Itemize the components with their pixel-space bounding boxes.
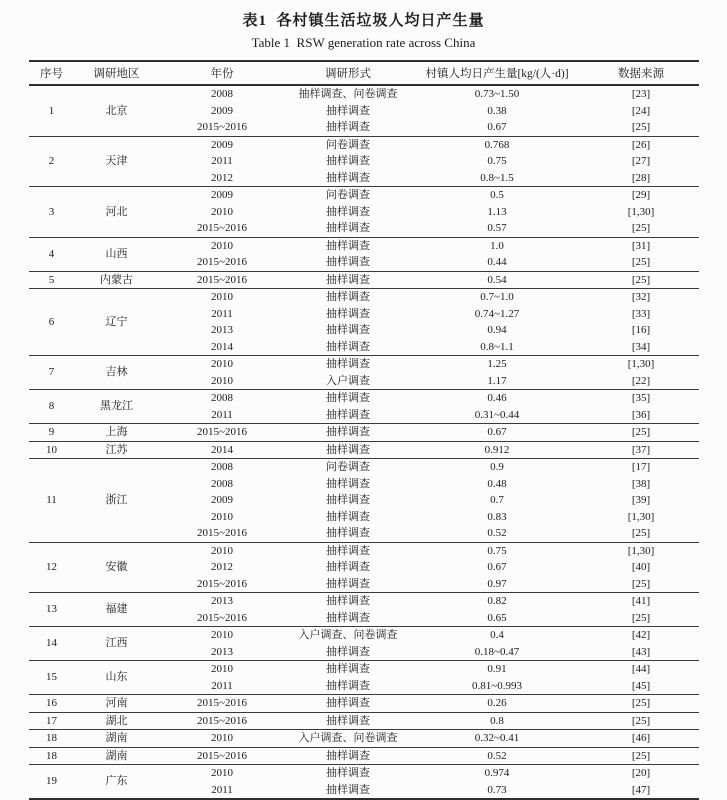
cell-source: [39] xyxy=(631,494,651,506)
cell-year: 2015~2016 xyxy=(197,527,247,539)
col-header-region: 调研地区 xyxy=(74,61,159,85)
cell-method: 抽样调查 xyxy=(326,645,370,658)
cell-method: 抽样调查 xyxy=(326,577,370,590)
cell-source: [25] xyxy=(583,712,699,730)
cell-year: 2014 xyxy=(211,340,233,353)
cell-rate: 1.13 xyxy=(487,205,507,218)
cell-region: 浙江 xyxy=(74,459,159,543)
cell-no: 3 xyxy=(29,187,74,238)
cell-year: 2010 xyxy=(159,730,285,748)
rsw-generation-table xyxy=(29,60,699,800)
cell-source: [17] xyxy=(583,459,699,476)
cell-year: 2013 xyxy=(211,645,233,658)
cell-year: 2010 xyxy=(159,542,285,559)
table-title-en: Table 1 RSW generation rate across China xyxy=(251,35,476,50)
cell-rate: 0.9 xyxy=(411,459,583,476)
cell-year: 2015~2016 xyxy=(197,121,247,133)
cell-source: [31] xyxy=(583,237,699,254)
cell-region: 山西 xyxy=(74,237,159,271)
table-row xyxy=(29,765,699,782)
cell-year: 2009 xyxy=(159,187,285,204)
cell-rate: 1.0 xyxy=(411,237,583,254)
cell-method: 抽样调查 xyxy=(285,747,411,765)
table-row xyxy=(29,136,699,153)
cell-rate: 0.26 xyxy=(411,695,583,713)
cell-rate: 0.31~0.44 xyxy=(474,408,520,421)
cell-source: [29] xyxy=(583,187,699,204)
cell-rate: 0.8 xyxy=(411,712,583,730)
cell-region: 上海 xyxy=(74,424,159,442)
table-body xyxy=(29,85,699,799)
cell-region: 广东 xyxy=(74,765,159,800)
cell-method: 抽样调查 xyxy=(285,289,411,306)
cell-year: 2011 xyxy=(211,783,233,796)
cell-no: 5 xyxy=(29,271,74,289)
cell-year: 2008 xyxy=(159,85,285,103)
cell-year: 2010 xyxy=(159,765,285,782)
cell-year: 2015~2016 xyxy=(159,747,285,765)
cell-source: [25] xyxy=(631,611,651,624)
cell-source: [38] xyxy=(631,477,651,490)
cell-source: [1,30] xyxy=(627,205,655,218)
cell-no: 15 xyxy=(29,661,74,695)
cell-region: 天津 xyxy=(74,136,159,187)
cell-year: 2010 xyxy=(159,289,285,306)
cell-method: 抽样调查 xyxy=(285,695,411,713)
cell-method: 抽样调查 xyxy=(326,679,370,692)
cell-method: 抽样调查 xyxy=(326,561,370,573)
cell-year: 2010 xyxy=(159,627,285,644)
cell-method: 抽样调查 xyxy=(285,390,411,407)
cell-no: 6 xyxy=(29,289,74,356)
cell-source: [24] xyxy=(631,104,651,117)
col-header-source: 数据来源 xyxy=(583,61,699,85)
cell-rate: 0.38 xyxy=(487,104,507,117)
cell-rate: 0.7~1.0 xyxy=(411,289,583,306)
cell-method: 抽样调查 xyxy=(326,222,370,234)
cell-rate: 1.25 xyxy=(411,356,583,373)
cell-region: 湖南 xyxy=(74,747,159,765)
cell-rate: 0.4 xyxy=(411,627,583,644)
cell-method: 抽样调查 xyxy=(326,510,370,523)
cell-source: [35] xyxy=(583,390,699,407)
table-row xyxy=(29,187,699,204)
cell-rate: 0.83 xyxy=(487,510,507,523)
cell-source: [45] xyxy=(631,679,651,692)
cell-region: 安徽 xyxy=(74,542,159,593)
cell-region: 福建 xyxy=(74,593,159,627)
cell-rate: 0.52 xyxy=(411,747,583,765)
cell-method: 抽样调查 xyxy=(285,661,411,678)
cell-source: [46] xyxy=(583,730,699,748)
cell-rate: 0.18~0.47 xyxy=(474,645,520,658)
table-row xyxy=(29,730,699,748)
cell-year: 2015~2016 xyxy=(159,424,285,442)
cell-year: 2008 xyxy=(211,477,233,490)
cell-source: [44] xyxy=(583,661,699,678)
paper-page xyxy=(0,9,727,800)
cell-year: 2015~2016 xyxy=(197,611,247,624)
cell-no: 18 xyxy=(29,730,74,748)
cell-no: 1 xyxy=(29,85,74,136)
cell-rate: 1.17 xyxy=(487,374,507,387)
cell-rate: 0.46 xyxy=(411,390,583,407)
cell-source: [25] xyxy=(583,424,699,442)
cell-source: [22] xyxy=(631,374,651,387)
cell-rate: 0.44 xyxy=(487,256,507,268)
cell-year: 2011 xyxy=(211,408,233,421)
cell-method: 抽样调查 xyxy=(326,324,370,336)
table-row xyxy=(29,237,699,254)
cell-rate: 0.67 xyxy=(487,561,507,573)
cell-rate: 0.74~1.27 xyxy=(474,307,520,320)
cell-method: 抽样调查、问卷调查 xyxy=(285,85,411,103)
cell-region: 江西 xyxy=(74,627,159,661)
cell-method: 抽样调查 xyxy=(326,307,370,320)
cell-method: 入户调查、问卷调查 xyxy=(285,627,411,644)
cell-source: [43] xyxy=(631,645,651,658)
table-row xyxy=(29,271,699,289)
cell-no: 4 xyxy=(29,237,74,271)
col-header-method: 调研形式 xyxy=(285,61,411,85)
cell-year: 2011 xyxy=(211,679,233,692)
cell-rate: 0.8~1.1 xyxy=(480,340,514,353)
cell-method: 抽样调查 xyxy=(326,408,370,421)
cell-source: [1,30] xyxy=(583,356,699,373)
cell-region: 河南 xyxy=(74,695,159,713)
cell-method: 抽样调查 xyxy=(326,527,370,539)
cell-rate: 0.67 xyxy=(487,121,507,133)
cell-rate: 0.73 xyxy=(487,783,507,796)
table-row xyxy=(29,85,699,103)
cell-source: [25] xyxy=(631,121,651,133)
table-row xyxy=(29,712,699,730)
cell-year: 2012 xyxy=(211,171,233,184)
cell-no: 11 xyxy=(29,459,74,543)
col-header-rate: 村镇人均日产生量[kg/(人·d)] xyxy=(411,61,583,85)
col-header-no: 序号 xyxy=(29,61,74,85)
cell-no: 18 xyxy=(29,747,74,765)
cell-region: 北京 xyxy=(74,85,159,136)
cell-method: 抽样调查 xyxy=(326,256,370,268)
cell-region: 吉林 xyxy=(74,356,159,390)
cell-rate: 0.81~0.993 xyxy=(472,679,522,692)
cell-method: 抽样调查 xyxy=(326,121,370,133)
cell-rate: 0.54 xyxy=(411,271,583,289)
table-row xyxy=(29,747,699,765)
cell-method: 抽样调查 xyxy=(326,611,370,624)
cell-rate: 0.67 xyxy=(411,424,583,442)
cell-region: 湖南 xyxy=(74,730,159,748)
table-row xyxy=(29,661,699,678)
cell-method: 抽样调查 xyxy=(285,765,411,782)
cell-method: 抽样调查 xyxy=(326,340,370,353)
cell-source: [23] xyxy=(583,85,699,103)
cell-rate: 0.912 xyxy=(411,441,583,459)
cell-year: 2010 xyxy=(211,205,233,218)
table-row xyxy=(29,627,699,644)
cell-region: 河北 xyxy=(74,187,159,238)
table-row xyxy=(29,542,699,559)
cell-region: 黑龙江 xyxy=(74,390,159,424)
table-row xyxy=(29,289,699,306)
cell-source: [28] xyxy=(631,171,651,184)
cell-source: [37] xyxy=(583,441,699,459)
cell-year: 2008 xyxy=(159,459,285,476)
cell-source: [25] xyxy=(631,222,651,234)
cell-method: 抽样调查 xyxy=(326,494,370,506)
cell-source: [42] xyxy=(583,627,699,644)
cell-year: 2015~2016 xyxy=(197,222,247,234)
cell-year: 2015~2016 xyxy=(159,712,285,730)
cell-year: 2010 xyxy=(159,237,285,254)
cell-rate: 0.82 xyxy=(411,593,583,610)
cell-method: 抽样调查 xyxy=(326,171,370,184)
cell-rate: 0.73~1.50 xyxy=(411,85,583,103)
cell-rate: 0.91 xyxy=(411,661,583,678)
cell-rate: 0.65 xyxy=(487,611,507,624)
cell-method: 抽样调查 xyxy=(326,155,370,167)
cell-no: 17 xyxy=(29,712,74,730)
cell-method: 问卷调查 xyxy=(285,459,411,476)
cell-no: 19 xyxy=(29,765,74,800)
cell-source: [1,30] xyxy=(627,510,655,523)
cell-no: 8 xyxy=(29,390,74,424)
cell-rate: 0.8~1.5 xyxy=(480,171,514,184)
cell-method: 抽样调查 xyxy=(285,237,411,254)
cell-method: 问卷调查 xyxy=(285,187,411,204)
table-row xyxy=(29,424,699,442)
cell-rate: 0.5 xyxy=(411,187,583,204)
cell-rate: 0.75 xyxy=(487,155,507,167)
cell-rate: 0.48 xyxy=(487,477,507,490)
cell-method: 抽样调查 xyxy=(285,542,411,559)
cell-region: 江苏 xyxy=(74,441,159,459)
cell-year: 2012 xyxy=(211,561,233,573)
cell-region: 山东 xyxy=(74,661,159,695)
cell-source: [25] xyxy=(631,527,651,539)
cell-source: [33] xyxy=(631,307,651,320)
cell-year: 2008 xyxy=(159,390,285,407)
cell-rate: 0.97 xyxy=(487,577,507,590)
table-header xyxy=(29,61,699,85)
header-row xyxy=(29,61,699,85)
cell-year: 2009 xyxy=(211,494,233,506)
table-row xyxy=(29,459,699,476)
cell-no: 9 xyxy=(29,424,74,442)
cell-rate: 0.974 xyxy=(411,765,583,782)
cell-source: [34] xyxy=(631,340,651,353)
cell-region: 辽宁 xyxy=(74,289,159,356)
cell-no: 16 xyxy=(29,695,74,713)
cell-source: [26] xyxy=(583,136,699,153)
cell-year: 2015~2016 xyxy=(197,577,247,590)
cell-source: [25] xyxy=(631,256,651,268)
table-row xyxy=(29,593,699,610)
col-header-year: 年份 xyxy=(159,61,285,85)
cell-source: [25] xyxy=(583,695,699,713)
table-row xyxy=(29,390,699,407)
cell-rate: 0.768 xyxy=(411,136,583,153)
cell-source: [32] xyxy=(583,289,699,306)
cell-year: 2010 xyxy=(211,374,233,387)
cell-source: [25] xyxy=(631,577,651,590)
cell-method: 抽样调查 xyxy=(285,712,411,730)
cell-rate: 0.32~0.41 xyxy=(411,730,583,748)
cell-method: 抽样调查 xyxy=(326,104,370,117)
cell-year: 2014 xyxy=(159,441,285,459)
cell-year: 2011 xyxy=(211,307,233,320)
cell-rate: 0.57 xyxy=(487,222,507,234)
cell-method: 抽样调查 xyxy=(285,356,411,373)
cell-method: 抽样调查 xyxy=(285,424,411,442)
cell-source: [25] xyxy=(583,271,699,289)
cell-source: [25] xyxy=(583,747,699,765)
cell-no: 10 xyxy=(29,441,74,459)
cell-rate: 0.7 xyxy=(490,494,504,506)
cell-method: 问卷调查 xyxy=(285,136,411,153)
cell-year: 2009 xyxy=(211,104,233,117)
cell-method: 抽样调查 xyxy=(285,593,411,610)
cell-rate: 0.94 xyxy=(487,324,507,336)
cell-method: 抽样调查 xyxy=(326,477,370,490)
cell-source: [36] xyxy=(631,408,651,421)
cell-source: [1,30] xyxy=(583,542,699,559)
cell-source: [41] xyxy=(583,593,699,610)
cell-year: 2010 xyxy=(159,661,285,678)
cell-source: [40] xyxy=(631,561,651,573)
cell-source: [47] xyxy=(631,783,651,796)
table-row xyxy=(29,356,699,373)
cell-source: [20] xyxy=(583,765,699,782)
cell-method: 抽样调查 xyxy=(285,441,411,459)
cell-method: 入户调查、问卷调查 xyxy=(285,730,411,748)
cell-method: 入户调查 xyxy=(326,374,370,387)
cell-rate: 0.75 xyxy=(411,542,583,559)
cell-year: 2015~2016 xyxy=(159,271,285,289)
cell-no: 12 xyxy=(29,542,74,593)
cell-year: 2009 xyxy=(159,136,285,153)
cell-method: 抽样调查 xyxy=(326,205,370,218)
cell-year: 2015~2016 xyxy=(159,695,285,713)
cell-year: 2013 xyxy=(159,593,285,610)
cell-year: 2010 xyxy=(159,356,285,373)
cell-source: [16] xyxy=(631,324,651,336)
cell-method: 抽样调查 xyxy=(285,271,411,289)
cell-no: 13 xyxy=(29,593,74,627)
table-title-zh: 表1 各村镇生活垃圾人均日产生量 xyxy=(242,13,485,29)
cell-rate: 0.52 xyxy=(487,527,507,539)
cell-no: 2 xyxy=(29,136,74,187)
cell-year: 2011 xyxy=(211,155,233,167)
cell-no: 14 xyxy=(29,627,74,661)
table-row xyxy=(29,695,699,713)
cell-year: 2010 xyxy=(211,510,233,523)
cell-no: 7 xyxy=(29,356,74,390)
cell-source: [27] xyxy=(631,155,651,167)
table-row xyxy=(29,441,699,459)
cell-year: 2013 xyxy=(211,324,233,336)
cell-region: 湖北 xyxy=(74,712,159,730)
cell-year: 2015~2016 xyxy=(197,256,247,268)
cell-method: 抽样调查 xyxy=(326,783,370,796)
cell-region: 内蒙古 xyxy=(74,271,159,289)
